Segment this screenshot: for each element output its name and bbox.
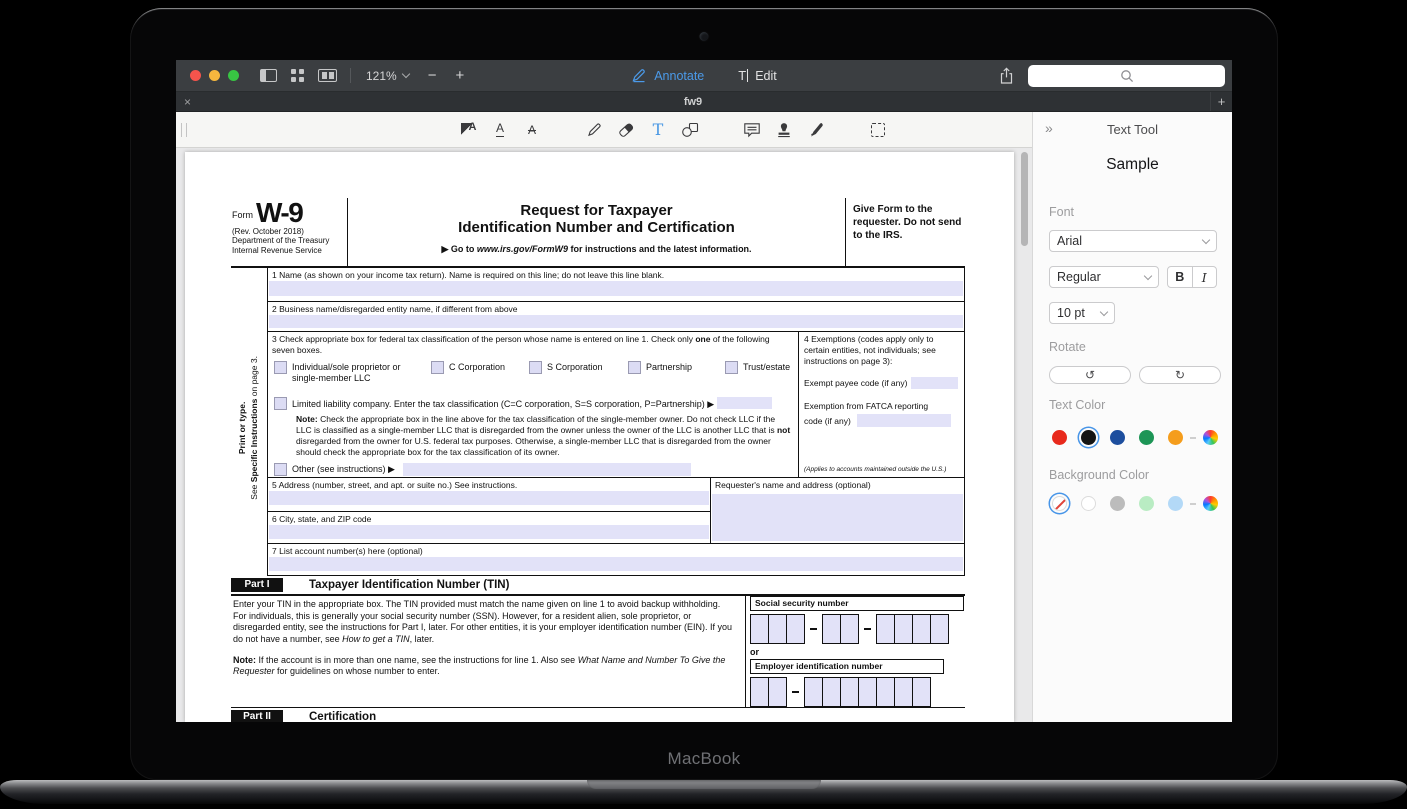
ein-cell[interactable] xyxy=(858,677,877,707)
tin-boxes-column xyxy=(745,596,965,707)
give-form-note: Give Form to the requester. Do not send to the IRS. xyxy=(845,198,965,266)
individual-checkbox[interactable] xyxy=(274,361,287,374)
annotation-tools xyxy=(458,118,900,142)
italic-button[interactable]: I xyxy=(1201,269,1207,285)
ein-label: Employer identification number xyxy=(750,659,944,674)
font-family-value: Arial xyxy=(1057,234,1083,248)
ein-dash xyxy=(792,691,799,693)
form-goto-line: ▶ Go to www.irs.gov/FormW9 for instructions and the latest information. xyxy=(441,243,752,254)
search-field[interactable] xyxy=(1028,65,1225,87)
line5-label: 5 Address (number, street, and apt. or suite no.) See instructions. xyxy=(272,480,518,490)
rotate-cw-icon: ↻ xyxy=(1174,368,1186,382)
font-size-value: 10 pt xyxy=(1057,306,1085,320)
line1-label: 1 Name (as shown on your income tax return). Name is required on this line; do not leave this line blank. xyxy=(272,270,665,280)
row-name xyxy=(268,268,964,302)
rotate-section-label: Rotate xyxy=(1049,340,1086,354)
eraser-icon[interactable] xyxy=(616,118,636,142)
font-family-dropdown[interactable] xyxy=(1049,230,1217,252)
share-button[interactable] xyxy=(999,67,1014,90)
rail-line2: See Specific Instructions on page 3. xyxy=(249,356,259,500)
trust-estate-checkbox[interactable] xyxy=(725,361,738,374)
requester-field[interactable] xyxy=(712,494,963,541)
search-input[interactable] xyxy=(1028,65,1225,87)
exempt-payee-row xyxy=(804,377,960,389)
macbook-lid-notch xyxy=(587,780,821,789)
edit-mode-button[interactable] xyxy=(738,69,777,83)
ein-cells xyxy=(750,675,965,709)
fatca-code-field[interactable] xyxy=(857,414,951,427)
fatca-block xyxy=(804,401,960,427)
background-color-swatches xyxy=(1052,496,1218,511)
classification-cell xyxy=(268,332,799,477)
text-color-orange[interactable] xyxy=(1168,430,1183,445)
account-numbers-field[interactable] xyxy=(269,557,963,571)
row-classification-exemptions xyxy=(268,332,964,478)
macbook-lid xyxy=(130,8,1278,780)
line6-label: 6 City, state, and ZIP code xyxy=(272,514,372,524)
other-label: Other (see instructions) ▶ xyxy=(292,464,395,475)
rotate-cw-button[interactable] xyxy=(1139,366,1221,384)
option-partnership: Partnership xyxy=(628,361,692,374)
form-title-line1: Request for Taxpayer xyxy=(520,202,673,219)
ssn-cell[interactable] xyxy=(876,614,895,644)
name-field[interactable] xyxy=(269,281,963,296)
department-line1: Department of the Treasury xyxy=(232,236,330,246)
app-window xyxy=(176,60,1232,722)
font-size-dropdown[interactable] xyxy=(1049,302,1115,324)
macbook-base xyxy=(0,780,1407,804)
address-cells xyxy=(268,478,711,543)
applies-note: (Applies to accounts maintained outside the U.S.) xyxy=(804,465,947,473)
part1-heading xyxy=(231,576,965,596)
chevron-down-icon xyxy=(1202,235,1210,243)
ein-cell[interactable] xyxy=(804,677,823,707)
annotation-toolbar xyxy=(176,112,1032,148)
requester-cell xyxy=(711,478,964,543)
bold-button[interactable]: B xyxy=(1168,267,1193,287)
text-color-swatches xyxy=(1052,430,1218,445)
background-color-gray[interactable] xyxy=(1110,496,1125,511)
ssn-dash xyxy=(810,628,817,630)
edit-text-icon: T xyxy=(738,68,747,83)
llc-checkbox[interactable] xyxy=(274,397,287,410)
zoom-in-button[interactable]: + xyxy=(455,67,465,84)
option-s-corporation: S Corporation xyxy=(529,361,603,374)
webcam-icon xyxy=(700,32,709,41)
text-tool-panel xyxy=(1032,112,1232,722)
other-checkbox[interactable] xyxy=(274,463,287,476)
text-tool-icon[interactable]: T xyxy=(652,120,664,139)
panel-title: Text Tool xyxy=(1106,122,1159,137)
window-content xyxy=(176,112,1232,722)
share-icon xyxy=(999,67,1014,85)
option-c-corporation: C Corporation xyxy=(431,361,505,374)
ein-cell[interactable] xyxy=(894,677,913,707)
row-address-requester xyxy=(268,478,964,544)
title-bar xyxy=(176,60,1232,92)
part2-title: Certification xyxy=(309,711,377,722)
llc-note: Note: Check the appropriate box in the line above for the tax classification of the single-member owner. Do not check LLC if the LLC is classified as a single-member LLC that is disregarded from the owner unless the owner of the LLC is another LLC that is not disregarded from the owner for U.S. federal tax purposes. Otherwise, a single-member LLC that is disregarded from the owner should check the appropriate box for the tax classification of its owner. xyxy=(296,414,791,458)
background-color-none-selected[interactable] xyxy=(1052,496,1067,511)
fatca-line1: Exemption from FATCA reporting xyxy=(804,401,929,412)
row-city xyxy=(268,512,710,544)
text-color-red[interactable] xyxy=(1052,430,1067,445)
annotate-label: Annotate xyxy=(654,68,705,83)
form-word: Form xyxy=(232,210,253,220)
text-color-black-selected[interactable] xyxy=(1081,430,1096,445)
shapes-icon[interactable] xyxy=(680,118,700,142)
form-title-line2: Identification Number and Certification xyxy=(458,219,735,237)
background-color-white[interactable] xyxy=(1081,496,1096,511)
ssn-cells xyxy=(750,612,965,646)
zoom-out-button[interactable]: − xyxy=(427,67,437,84)
c-corporation-checkbox[interactable] xyxy=(431,361,444,374)
s-corporation-checkbox[interactable] xyxy=(529,361,542,374)
ssn-cell[interactable] xyxy=(930,614,949,644)
bold-italic-group xyxy=(1167,266,1217,288)
toolbar-drag-handle[interactable] xyxy=(181,123,187,137)
text-highlight-icon[interactable]: A xyxy=(458,118,478,142)
ein-cell[interactable] xyxy=(840,677,859,707)
background-color-label: Background Color xyxy=(1049,468,1150,482)
close-tab-icon[interactable]: × xyxy=(184,94,192,109)
classification-options xyxy=(268,361,798,396)
signature-icon[interactable] xyxy=(806,118,826,142)
option-other xyxy=(274,463,798,476)
form-header xyxy=(231,198,965,268)
part1-body xyxy=(231,596,965,708)
w9-form xyxy=(231,198,965,722)
pencil-icon[interactable] xyxy=(584,118,604,142)
chevron-down-icon xyxy=(1100,307,1108,315)
rail-line1: Print or type. xyxy=(237,401,248,455)
zoom-level-value: 121% xyxy=(366,68,397,83)
or-label: or xyxy=(750,647,759,657)
macbook-brand-label: MacBook xyxy=(667,749,741,768)
other-field[interactable] xyxy=(403,463,691,476)
note-icon[interactable] xyxy=(742,118,762,142)
form-title-block xyxy=(348,198,845,266)
ssn-cell[interactable] xyxy=(894,614,913,644)
rotate-ccw-icon: ↺ xyxy=(1084,368,1096,382)
ein-cell[interactable] xyxy=(750,677,769,707)
font-style-dropdown[interactable] xyxy=(1049,266,1159,288)
part1-tag: Part I xyxy=(231,578,283,592)
ssn-cell[interactable] xyxy=(750,614,769,644)
part1-instructions xyxy=(231,596,745,707)
exempt-payee-label: Exempt payee code (if any) xyxy=(804,378,908,389)
stamp-icon[interactable] xyxy=(774,118,794,142)
exemptions-cell xyxy=(799,332,964,477)
llc-classification-field[interactable] xyxy=(717,397,772,409)
address-field[interactable] xyxy=(269,491,709,505)
exempt-payee-field[interactable] xyxy=(911,377,958,389)
form-rows xyxy=(267,268,965,576)
edit-label: Edit xyxy=(755,68,777,83)
ssn-cell[interactable] xyxy=(768,614,787,644)
rotate-ccw-button[interactable] xyxy=(1049,366,1131,384)
font-style-value: Regular xyxy=(1057,270,1101,284)
ssn-cell[interactable] xyxy=(822,614,841,644)
line2-label: 2 Business name/disregarded entity name, if different from above xyxy=(272,304,518,314)
option-trust-estate: Trust/estate xyxy=(725,361,790,374)
document-scrollbar[interactable] xyxy=(1021,152,1028,246)
form-revision: (Rev. October 2018) xyxy=(232,227,304,237)
fatca-line2: code (if any) xyxy=(804,416,851,427)
text-color-custom-wheel[interactable] xyxy=(1203,430,1218,445)
partnership-checkbox[interactable] xyxy=(628,361,641,374)
option-individual: Individual/sole proprietor or single-member LLC xyxy=(274,361,412,385)
ein-cell[interactable] xyxy=(876,677,895,707)
ein-cell[interactable] xyxy=(822,677,841,707)
city-state-zip-field[interactable] xyxy=(269,525,709,539)
tin-paragraph: Enter your TIN in the appropriate box. The TIN provided must match the name given on line 1 to avoid backup withholding. For individuals, this is generally your social security number (SSN). However, for a resident alien, sole proprietor, or disregarded entity, see the instructions for Part I, later. For other entities, it is your employer identification number (EIN). If you do not have a number, see How to get a TIN, later. xyxy=(233,599,733,645)
irs-url: www.irs.gov/FormW9 xyxy=(476,243,569,254)
part1-title: Taxpayer Identification Number (TIN) xyxy=(309,579,510,591)
form-id-block xyxy=(231,198,348,266)
part2-tag: Part II xyxy=(231,710,283,722)
chevron-down-icon xyxy=(1144,271,1152,279)
row-address xyxy=(268,478,710,512)
text-color-label: Text Color xyxy=(1049,398,1106,412)
ssn-cell[interactable] xyxy=(912,614,931,644)
background-color-custom-wheel[interactable] xyxy=(1203,496,1218,511)
text-strikethrough-icon[interactable]: A xyxy=(527,122,536,137)
collapse-panel-button[interactable]: » xyxy=(1045,120,1053,136)
line3-label: 3 Check appropriate box for federal tax classification of the person whose name is entered on line 1. Check only one of the following seven boxes. xyxy=(272,334,770,356)
ein-cell[interactable] xyxy=(912,677,931,707)
pdf-page xyxy=(185,152,1014,722)
ssn-label: Social security number xyxy=(750,596,964,611)
part2-heading xyxy=(231,708,965,722)
document-column xyxy=(176,112,1032,722)
rail-rotated-text xyxy=(237,278,261,578)
background-color-blue[interactable] xyxy=(1168,496,1183,511)
swatch-dash xyxy=(1190,437,1196,439)
form-body xyxy=(231,268,965,576)
left-instruction-rail xyxy=(231,268,267,576)
document-viewport xyxy=(176,148,1032,722)
annotate-mode-button[interactable] xyxy=(631,68,704,83)
row-business-name xyxy=(268,302,964,332)
line7-label: 7 List account number(s) here (optional) xyxy=(272,546,423,556)
business-name-field[interactable] xyxy=(269,315,963,328)
text-color-green[interactable] xyxy=(1139,430,1154,445)
new-tab-button[interactable]: + xyxy=(1210,92,1232,111)
sample-preview: Sample xyxy=(1106,156,1159,173)
text-underline-icon[interactable]: A xyxy=(495,121,504,136)
llc-label: Limited liability company. Enter the tax classification (C=C corporation, S=S corporation, P=Partnership) ▶ xyxy=(292,397,772,410)
select-icon[interactable] xyxy=(868,118,888,142)
ssn-cell[interactable] xyxy=(786,614,805,644)
tab-fw9[interactable]: fw9 xyxy=(683,95,703,108)
requester-label: Requester's name and address (optional) xyxy=(715,480,871,490)
option-llc xyxy=(274,397,792,410)
tin-note: Note: If the account is in more than one name, see the instructions for line 1. Also see What Name and Number To Give the Requester for guidelines on whose number to enter. xyxy=(233,654,726,677)
text-color-blue[interactable] xyxy=(1110,430,1125,445)
annotate-pen-icon xyxy=(631,68,647,83)
ein-cell[interactable] xyxy=(768,677,787,707)
tab-bar xyxy=(176,92,1232,112)
ssn-dash xyxy=(864,628,871,630)
form-number: W-9 xyxy=(256,197,303,228)
department-line2: Internal Revenue Service xyxy=(232,245,322,255)
font-section-label: Font xyxy=(1049,205,1075,219)
row-account-numbers xyxy=(268,544,964,576)
ssn-cell[interactable] xyxy=(840,614,859,644)
line4-label: 4 Exemptions (codes apply only to certain entities, not individuals; see instructions on page 3): xyxy=(804,334,936,367)
background-color-green[interactable] xyxy=(1139,496,1154,511)
swatch-dash xyxy=(1190,503,1196,505)
